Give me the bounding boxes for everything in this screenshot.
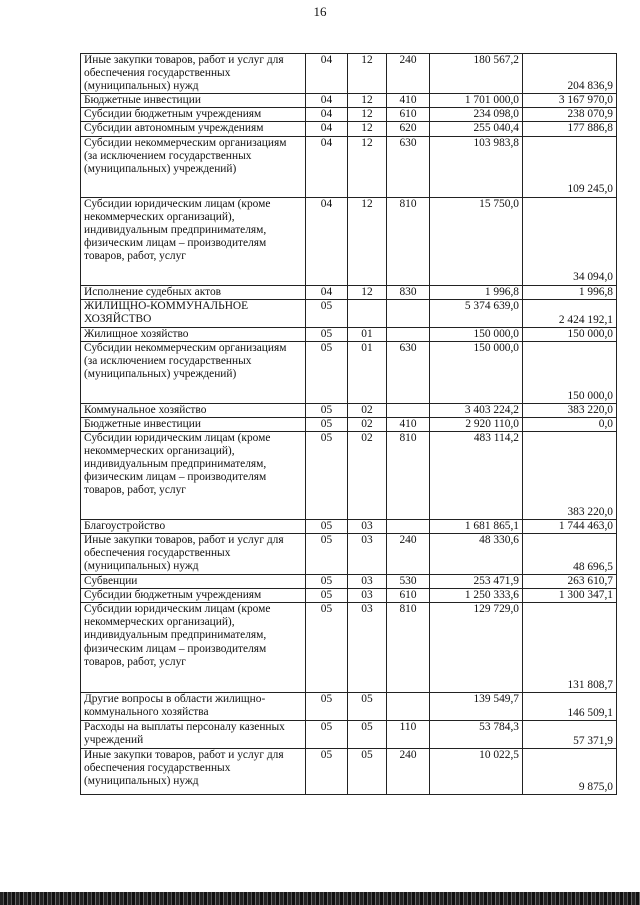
row-amount-year2: 2 424 192,1	[523, 299, 617, 327]
row-subsection-code: 12	[348, 122, 387, 136]
row-amount-year2: 1 300 347,1	[523, 589, 617, 603]
row-subsection-code: 03	[348, 575, 387, 589]
row-section-code: 04	[306, 108, 348, 122]
table-row	[81, 431, 617, 519]
row-name: Коммунальное хозяйство	[81, 403, 306, 417]
row-expense-type-code: 610	[387, 589, 430, 603]
row-subsection-code: 05	[348, 693, 387, 721]
row-amount-year2: 0,0	[523, 417, 617, 431]
row-name: Бюджетные инвестиции	[81, 94, 306, 108]
table-row	[81, 417, 617, 431]
row-expense-type-code: 810	[387, 603, 430, 693]
row-amount-year2: 9 875,0	[523, 749, 617, 795]
table-row	[81, 721, 617, 749]
row-name: Субвенции	[81, 575, 306, 589]
row-amount-year2: 150 000,0	[523, 327, 617, 341]
row-section-code: 05	[306, 603, 348, 693]
row-section-code: 05	[306, 403, 348, 417]
row-amount-year2: 1 744 463,0	[523, 519, 617, 533]
row-amount-year2: 109 245,0	[523, 136, 617, 197]
page-number: 16	[313, 4, 327, 19]
row-section-code: 05	[306, 341, 348, 403]
row-subsection-code: 03	[348, 603, 387, 693]
table-row	[81, 589, 617, 603]
row-name: Иные закупки товаров, работ и услуг для обеспечения государственных (муниципальных) нужд	[81, 54, 306, 94]
row-amount-year1: 15 750,0	[430, 197, 523, 285]
row-section-code: 05	[306, 417, 348, 431]
row-name: Другие вопросы в области жилищно-коммунального хозяйства	[81, 693, 306, 721]
row-amount-year1: 10 022,5	[430, 749, 523, 795]
row-amount-year1: 48 330,6	[430, 534, 523, 575]
row-section-code: 04	[306, 94, 348, 108]
row-subsection-code: 12	[348, 197, 387, 285]
row-subsection-code: 02	[348, 417, 387, 431]
row-expense-type-code: 410	[387, 94, 430, 108]
table-row	[81, 299, 617, 327]
row-expense-type-code: 240	[387, 54, 430, 94]
table-row	[81, 94, 617, 108]
row-name: Расходы на выплаты персоналу казенных учреждений	[81, 721, 306, 749]
table-row	[81, 327, 617, 341]
row-name: Субсидии некоммерческим организациям (за исключением государственных (муниципальных) учреждений)	[81, 341, 306, 403]
row-amount-year1: 1 996,8	[430, 285, 523, 299]
row-subsection-code: 03	[348, 519, 387, 533]
row-amount-year1: 129 729,0	[430, 603, 523, 693]
row-expense-type-code: 240	[387, 749, 430, 795]
row-section-code: 05	[306, 534, 348, 575]
row-section-code: 05	[306, 749, 348, 795]
row-amount-year2: 383 220,0	[523, 403, 617, 417]
row-amount-year1: 2 920 110,0	[430, 417, 523, 431]
row-amount-year1: 483 114,2	[430, 431, 523, 519]
row-amount-year1: 253 471,9	[430, 575, 523, 589]
table-row	[81, 285, 617, 299]
row-subsection-code: 12	[348, 54, 387, 94]
row-name: Благоустройство	[81, 519, 306, 533]
budget-table	[80, 53, 617, 795]
row-expense-type-code: 630	[387, 341, 430, 403]
row-expense-type-code: 610	[387, 108, 430, 122]
row-name: Субсидии юридическим лицам (кроме некоммерческих организаций), индивидуальным предпринимателям, физическим лицам – производителям товаров, работ, услуг	[81, 431, 306, 519]
table-row	[81, 403, 617, 417]
row-subsection-code: 02	[348, 431, 387, 519]
row-section-code: 04	[306, 136, 348, 197]
row-expense-type-code: 830	[387, 285, 430, 299]
row-name: Бюджетные инвестиции	[81, 417, 306, 431]
row-name: Субсидии автономным учреждениям	[81, 122, 306, 136]
row-amount-year2: 263 610,7	[523, 575, 617, 589]
row-name: Иные закупки товаров, работ и услуг для обеспечения государственных (муниципальных) нужд	[81, 749, 306, 795]
row-expense-type-code: 620	[387, 122, 430, 136]
row-section-code: 05	[306, 721, 348, 749]
row-amount-year2: 57 371,9	[523, 721, 617, 749]
table-row	[81, 122, 617, 136]
row-amount-year2: 150 000,0	[523, 341, 617, 403]
row-name: Субсидии юридическим лицам (кроме некоммерческих организаций), индивидуальным предпринимателям, физическим лицам – производителям товаров, работ, услуг	[81, 197, 306, 285]
row-name: ЖИЛИЩНО-КОММУНАЛЬНОЕ ХОЗЯЙСТВО	[81, 299, 306, 327]
row-amount-year2: 238 070,9	[523, 108, 617, 122]
row-amount-year1: 255 040,4	[430, 122, 523, 136]
row-expense-type-code: 810	[387, 197, 430, 285]
row-amount-year1: 234 098,0	[430, 108, 523, 122]
row-subsection-code: 12	[348, 94, 387, 108]
row-expense-type-code: 410	[387, 417, 430, 431]
row-section-code: 04	[306, 122, 348, 136]
row-section-code: 04	[306, 197, 348, 285]
row-name: Иные закупки товаров, работ и услуг для обеспечения государственных (муниципальных) нужд	[81, 534, 306, 575]
scan-edge	[0, 892, 640, 905]
row-section-code: 05	[306, 327, 348, 341]
row-amount-year2: 177 886,8	[523, 122, 617, 136]
row-expense-type-code: 530	[387, 575, 430, 589]
row-amount-year2: 1 996,8	[523, 285, 617, 299]
row-name: Субсидии бюджетным учреждениям	[81, 108, 306, 122]
row-subsection-code: 12	[348, 108, 387, 122]
row-section-code: 05	[306, 431, 348, 519]
table-row	[81, 108, 617, 122]
row-amount-year1: 1 701 000,0	[430, 94, 523, 108]
row-amount-year1: 53 784,3	[430, 721, 523, 749]
row-subsection-code: 12	[348, 285, 387, 299]
row-subsection-code: 01	[348, 341, 387, 403]
table-row	[81, 136, 617, 197]
table-row	[81, 341, 617, 403]
row-subsection-code	[348, 299, 387, 327]
row-amount-year2: 383 220,0	[523, 431, 617, 519]
row-name: Субсидии некоммерческим организациям (за исключением государственных (муниципальных) учреждений)	[81, 136, 306, 197]
row-subsection-code: 03	[348, 534, 387, 575]
row-expense-type-code: 810	[387, 431, 430, 519]
row-subsection-code: 12	[348, 136, 387, 197]
row-amount-year1: 5 374 639,0	[430, 299, 523, 327]
row-amount-year1: 150 000,0	[430, 327, 523, 341]
row-amount-year1: 103 983,8	[430, 136, 523, 197]
row-subsection-code: 02	[348, 403, 387, 417]
row-section-code: 05	[306, 299, 348, 327]
table-row	[81, 603, 617, 693]
row-subsection-code: 01	[348, 327, 387, 341]
row-expense-type-code	[387, 403, 430, 417]
row-amount-year2: 48 696,5	[523, 534, 617, 575]
row-name: Субсидии бюджетным учреждениям	[81, 589, 306, 603]
row-amount-year1: 150 000,0	[430, 341, 523, 403]
row-amount-year2: 131 808,7	[523, 603, 617, 693]
row-amount-year1: 1 250 333,6	[430, 589, 523, 603]
row-section-code: 05	[306, 575, 348, 589]
row-amount-year2: 146 509,1	[523, 693, 617, 721]
row-amount-year1: 139 549,7	[430, 693, 523, 721]
row-amount-year1: 1 681 865,1	[430, 519, 523, 533]
row-expense-type-code: 240	[387, 534, 430, 575]
row-expense-type-code	[387, 299, 430, 327]
table-row	[81, 197, 617, 285]
row-name: Субсидии юридическим лицам (кроме некоммерческих организаций), индивидуальным предпринимателям, физическим лицам – производителям товаров, работ, услуг	[81, 603, 306, 693]
row-name: Исполнение судебных актов	[81, 285, 306, 299]
row-section-code: 04	[306, 285, 348, 299]
row-name: Жилищное хозяйство	[81, 327, 306, 341]
row-subsection-code: 03	[348, 589, 387, 603]
row-section-code: 04	[306, 54, 348, 94]
row-expense-type-code	[387, 693, 430, 721]
row-amount-year2: 204 836,9	[523, 54, 617, 94]
row-amount-year1: 3 403 224,2	[430, 403, 523, 417]
row-amount-year1: 180 567,2	[430, 54, 523, 94]
row-amount-year2: 34 094,0	[523, 197, 617, 285]
row-subsection-code: 05	[348, 749, 387, 795]
table-row	[81, 575, 617, 589]
row-section-code: 05	[306, 589, 348, 603]
table-row	[81, 54, 617, 94]
row-expense-type-code: 110	[387, 721, 430, 749]
table-row	[81, 693, 617, 721]
row-subsection-code: 05	[348, 721, 387, 749]
table-row	[81, 534, 617, 575]
row-expense-type-code	[387, 519, 430, 533]
table-row	[81, 519, 617, 533]
row-section-code: 05	[306, 519, 348, 533]
row-section-code: 05	[306, 693, 348, 721]
row-amount-year2: 3 167 970,0	[523, 94, 617, 108]
budget-table-body	[81, 54, 617, 795]
table-row	[81, 749, 617, 795]
row-expense-type-code: 630	[387, 136, 430, 197]
row-expense-type-code	[387, 327, 430, 341]
